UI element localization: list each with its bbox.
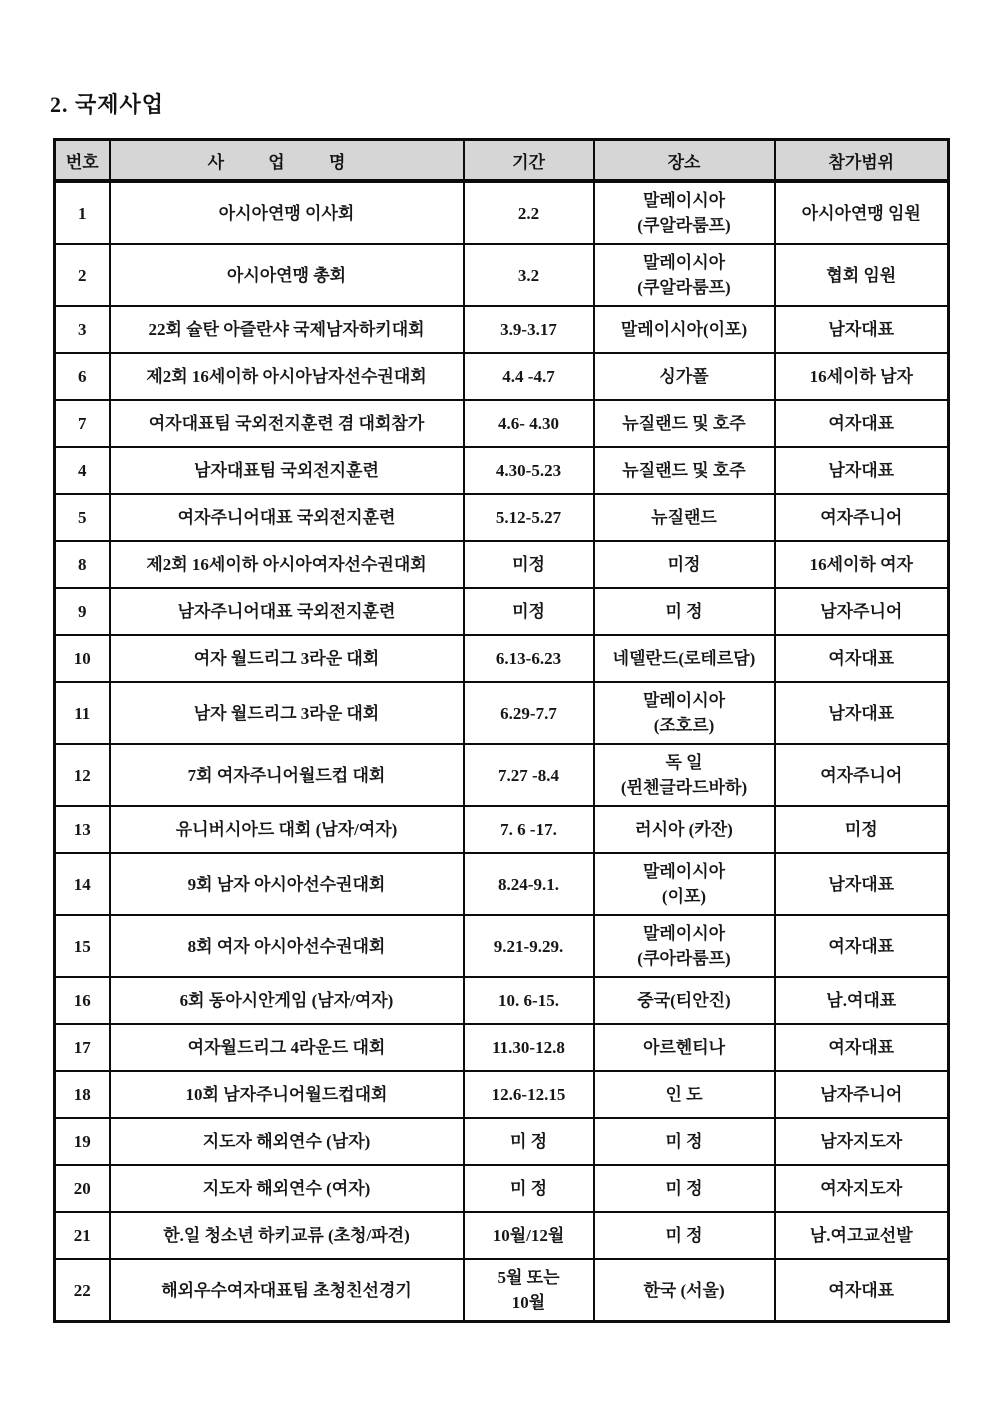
cell-period: 7.27 -8.4 [464, 744, 594, 806]
cell-no: 9 [55, 588, 110, 635]
cell-name: 해외우수여자대표팀 초청친선경기 [110, 1259, 464, 1322]
cell-name: 아시아연맹 이사회 [110, 181, 464, 244]
cell-place: 말레이시아 (쿠알라룸프) [594, 181, 775, 244]
cell-place: 아르헨티나 [594, 1024, 775, 1071]
cell-no: 16 [55, 977, 110, 1024]
cell-name: 8회 여자 아시아선수권대회 [110, 915, 464, 977]
cell-place: 미 정 [594, 588, 775, 635]
cell-scope: 남.여고교선발 [775, 1212, 949, 1259]
table-row [55, 447, 949, 494]
table-row [55, 977, 949, 1024]
table-row [55, 353, 949, 400]
cell-place: 뉴질랜드 및 호주 [594, 447, 775, 494]
cell-period: 11.30-12.8 [464, 1024, 594, 1071]
cell-no: 18 [55, 1071, 110, 1118]
cell-name: 10회 남자주니어월드컵대회 [110, 1071, 464, 1118]
table-row [55, 244, 949, 306]
cell-place: 말레이시아 (조호르) [594, 682, 775, 744]
cell-name: 7회 여자주니어월드컵 대회 [110, 744, 464, 806]
cell-period: 미 정 [464, 1165, 594, 1212]
cell-period: 2.2 [464, 181, 594, 244]
cell-place: 말레이시아 (쿠아라룸프) [594, 915, 775, 977]
cell-name: 남자주니어대표 국외전지훈련 [110, 588, 464, 635]
table-row [55, 1259, 949, 1322]
header-cell-scope: 참가범위 [775, 140, 949, 182]
cell-name: 제2회 16세이하 아시아여자선수권대회 [110, 541, 464, 588]
cell-place: 말레이시아(이포) [594, 306, 775, 353]
cell-scope: 여자지도자 [775, 1165, 949, 1212]
cell-no: 6 [55, 353, 110, 400]
cell-place: 싱가폴 [594, 353, 775, 400]
cell-name: 한.일 청소년 하키교류 (초청/파견) [110, 1212, 464, 1259]
international-projects-table [53, 138, 950, 1323]
table-row [55, 400, 949, 447]
cell-no: 17 [55, 1024, 110, 1071]
cell-no: 5 [55, 494, 110, 541]
table-row [55, 494, 949, 541]
cell-period: 6.29-7.7 [464, 682, 594, 744]
cell-name: 남자 월드리그 3라운 대회 [110, 682, 464, 744]
cell-no: 7 [55, 400, 110, 447]
table-row [55, 635, 949, 682]
cell-name: 여자대표팀 국외전지훈련 겸 대회참가 [110, 400, 464, 447]
cell-no: 21 [55, 1212, 110, 1259]
cell-period: 4.4 -4.7 [464, 353, 594, 400]
cell-period: 10. 6-15. [464, 977, 594, 1024]
cell-period: 9.21-9.29. [464, 915, 594, 977]
table-row [55, 853, 949, 915]
table-row [55, 915, 949, 977]
cell-scope: 여자주니어 [775, 494, 949, 541]
table-row [55, 181, 949, 244]
cell-scope: 여자주니어 [775, 744, 949, 806]
cell-place: 말레이시아 (쿠알라룸프) [594, 244, 775, 306]
cell-scope: 협회 임원 [775, 244, 949, 306]
cell-scope: 남자대표 [775, 306, 949, 353]
cell-scope: 아시아연맹 임원 [775, 181, 949, 244]
cell-no: 1 [55, 181, 110, 244]
cell-name: 22회 슐탄 아즐란샤 국제남자하키대회 [110, 306, 464, 353]
cell-place: 한국 (서울) [594, 1259, 775, 1322]
cell-scope: 여자대표 [775, 400, 949, 447]
cell-scope: 여자대표 [775, 1259, 949, 1322]
cell-no: 22 [55, 1259, 110, 1322]
cell-no: 8 [55, 541, 110, 588]
cell-place: 미 정 [594, 1165, 775, 1212]
cell-no: 13 [55, 806, 110, 853]
cell-scope: 여자대표 [775, 1024, 949, 1071]
cell-period: 10월/12월 [464, 1212, 594, 1259]
cell-name: 아시아연맹 총회 [110, 244, 464, 306]
cell-no: 15 [55, 915, 110, 977]
cell-place: 독 일 (뮌첸글라드바하) [594, 744, 775, 806]
cell-period: 미 정 [464, 1118, 594, 1165]
table-row [55, 806, 949, 853]
cell-period: 3.2 [464, 244, 594, 306]
cell-scope: 미정 [775, 806, 949, 853]
cell-period: 미정 [464, 588, 594, 635]
cell-period: 4.30-5.23 [464, 447, 594, 494]
table-row [55, 1165, 949, 1212]
cell-no: 10 [55, 635, 110, 682]
table-row [55, 1024, 949, 1071]
cell-period: 미정 [464, 541, 594, 588]
header-cell-place: 장소 [594, 140, 775, 182]
table-row [55, 306, 949, 353]
table-row [55, 682, 949, 744]
cell-place: 미 정 [594, 1212, 775, 1259]
table-body [55, 181, 949, 1322]
cell-scope: 남자대표 [775, 853, 949, 915]
cell-name: 지도자 해외연수 (여자) [110, 1165, 464, 1212]
cell-place: 네델란드(로테르담) [594, 635, 775, 682]
cell-place: 미 정 [594, 1118, 775, 1165]
cell-name: 9회 남자 아시아선수권대회 [110, 853, 464, 915]
cell-no: 14 [55, 853, 110, 915]
table-row [55, 1212, 949, 1259]
cell-scope: 16세이하 남자 [775, 353, 949, 400]
cell-name: 여자 월드리그 3라운 대회 [110, 635, 464, 682]
table-row [55, 541, 949, 588]
section-title: 2. 국제사업 [50, 92, 165, 117]
cell-scope: 남.여대표 [775, 977, 949, 1024]
cell-period: 6.13-6.23 [464, 635, 594, 682]
cell-no: 4 [55, 447, 110, 494]
cell-scope: 남자주니어 [775, 588, 949, 635]
cell-name: 제2회 16세이하 아시아남자선수권대회 [110, 353, 464, 400]
cell-place: 미정 [594, 541, 775, 588]
cell-scope: 남자대표 [775, 447, 949, 494]
table-row [55, 1118, 949, 1165]
cell-place: 중국(티안진) [594, 977, 775, 1024]
cell-period: 5.12-5.27 [464, 494, 594, 541]
cell-period: 8.24-9.1. [464, 853, 594, 915]
cell-place: 말레이시아 (이포) [594, 853, 775, 915]
cell-place: 뉴질랜드 및 호주 [594, 400, 775, 447]
cell-no: 19 [55, 1118, 110, 1165]
table-header-row [55, 140, 949, 182]
cell-scope: 여자대표 [775, 635, 949, 682]
cell-period: 7. 6 -17. [464, 806, 594, 853]
cell-name: 유니버시아드 대회 (남자/여자) [110, 806, 464, 853]
cell-scope: 남자지도자 [775, 1118, 949, 1165]
cell-period: 3.9-3.17 [464, 306, 594, 353]
cell-period: 5월 또는 10월 [464, 1259, 594, 1322]
cell-period: 4.6- 4.30 [464, 400, 594, 447]
cell-no: 11 [55, 682, 110, 744]
table-row [55, 744, 949, 806]
cell-place: 인 도 [594, 1071, 775, 1118]
cell-no: 12 [55, 744, 110, 806]
cell-no: 20 [55, 1165, 110, 1212]
cell-scope: 남자주니어 [775, 1071, 949, 1118]
cell-no: 2 [55, 244, 110, 306]
header-cell-no: 번호 [55, 140, 110, 182]
cell-name: 남자대표팀 국외전지훈련 [110, 447, 464, 494]
header-cell-name: 사 업 명 [110, 140, 464, 182]
cell-name: 지도자 해외연수 (남자) [110, 1118, 464, 1165]
cell-no: 3 [55, 306, 110, 353]
cell-place: 뉴질랜드 [594, 494, 775, 541]
cell-scope: 남자대표 [775, 682, 949, 744]
cell-period: 12.6-12.15 [464, 1071, 594, 1118]
cell-place: 러시아 (카잔) [594, 806, 775, 853]
table-row [55, 1071, 949, 1118]
cell-scope: 16세이하 여자 [775, 541, 949, 588]
table-row [55, 588, 949, 635]
cell-name: 6회 동아시안게임 (남자/여자) [110, 977, 464, 1024]
cell-name: 여자월드리그 4라운드 대회 [110, 1024, 464, 1071]
header-cell-period: 기간 [464, 140, 594, 182]
cell-scope: 여자대표 [775, 915, 949, 977]
cell-name: 여자주니어대표 국외전지훈련 [110, 494, 464, 541]
